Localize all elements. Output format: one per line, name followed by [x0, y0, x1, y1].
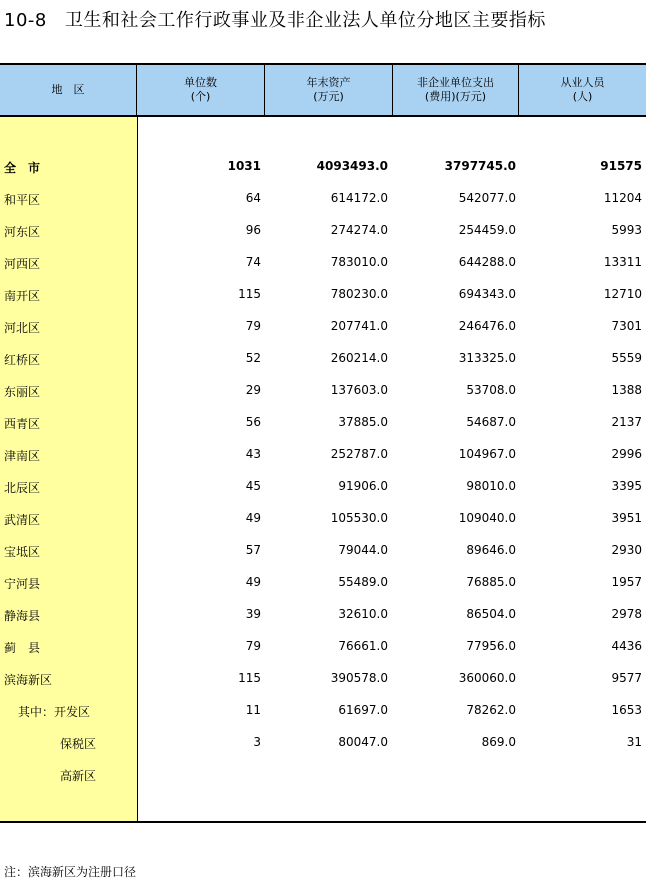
assets-cell: 61697.0	[338, 703, 388, 717]
table-header	[0, 63, 646, 117]
units-cell: 11	[245, 703, 261, 717]
header-units	[137, 65, 265, 115]
header-expense-label: 非企业单位支出	[417, 76, 494, 89]
staff-cell: 4436	[611, 639, 642, 653]
expense-cell: 78262.0	[466, 703, 516, 717]
region-cell: 武清区	[4, 513, 41, 527]
expense-cell: 76885.0	[466, 575, 516, 589]
table-row	[0, 182, 646, 214]
expense-cell: 254459.0	[458, 223, 516, 237]
expense-cell: 694343.0	[458, 287, 516, 301]
units-cell: 49	[245, 575, 261, 589]
staff-cell: 5993	[611, 223, 642, 237]
region-cell: 北辰区	[4, 481, 41, 495]
assets-cell: 105530.0	[330, 511, 388, 525]
staff-cell: 1653	[611, 703, 642, 717]
table-row	[0, 246, 646, 278]
staff-cell: 9577	[611, 671, 642, 685]
table-bottom-rule	[0, 821, 646, 823]
footnote: 注：滨海新区为注册口径	[4, 865, 137, 879]
staff-cell: 3395	[611, 479, 642, 493]
units-cell: 45	[245, 479, 261, 493]
table-row	[0, 310, 646, 342]
units-cell: 39	[245, 607, 261, 621]
assets-cell: 4093493.0	[316, 159, 388, 173]
staff-cell: 13311	[603, 255, 642, 269]
units-cell: 43	[245, 447, 261, 461]
units-cell: 3	[253, 735, 261, 749]
region-cell: 河西区	[4, 257, 41, 271]
assets-cell: 76661.0	[338, 639, 388, 653]
staff-cell: 12710	[603, 287, 642, 301]
region-cell: 津南区	[4, 449, 41, 463]
staff-cell: 1957	[611, 575, 642, 589]
staff-cell: 1388	[611, 383, 642, 397]
units-cell: 96	[245, 223, 261, 237]
units-cell: 79	[245, 319, 261, 333]
assets-cell: 55489.0	[338, 575, 388, 589]
header-expense	[393, 65, 519, 115]
region-cell: 南开区	[4, 289, 41, 303]
region-cell: 宁河县	[4, 577, 41, 591]
table-row	[0, 598, 646, 630]
table-row	[0, 758, 646, 790]
table-row	[0, 438, 646, 470]
expense-cell: 77956.0	[466, 639, 516, 653]
expense-cell: 360060.0	[458, 671, 516, 685]
staff-cell: 11204	[603, 191, 642, 205]
assets-cell: 91906.0	[338, 479, 388, 493]
units-cell: 29	[245, 383, 261, 397]
units-cell: 79	[245, 639, 261, 653]
units-cell: 74	[245, 255, 261, 269]
assets-cell: 260214.0	[330, 351, 388, 365]
expense-cell: 86504.0	[466, 607, 516, 621]
units-cell: 64	[245, 191, 261, 205]
header-staff-label: 从业人员	[560, 76, 605, 89]
region-cell: 静海县	[4, 609, 41, 623]
header-region-label: 地 区	[51, 83, 85, 96]
units-cell: 115	[238, 671, 261, 685]
expense-cell: 313325.0	[458, 351, 516, 365]
assets-cell: 780230.0	[330, 287, 388, 301]
assets-cell: 79044.0	[338, 543, 388, 557]
table-row	[0, 406, 646, 438]
expense-cell: 54687.0	[466, 415, 516, 429]
table-row	[0, 630, 646, 662]
staff-cell: 2978	[611, 607, 642, 621]
region-cell: 宝坻区	[4, 545, 41, 559]
header-units-unit: (个)	[190, 90, 211, 103]
region-cell: 其中：开发区	[18, 705, 91, 719]
table-row	[0, 694, 646, 726]
assets-cell: 37885.0	[338, 415, 388, 429]
expense-cell: 869.0	[481, 735, 516, 749]
expense-cell: 246476.0	[458, 319, 516, 333]
region-cell: 全 市	[4, 161, 41, 175]
table-row	[0, 342, 646, 374]
table-row	[0, 374, 646, 406]
table-row	[0, 214, 646, 246]
expense-cell: 644288.0	[458, 255, 516, 269]
expense-cell: 542077.0	[458, 191, 516, 205]
units-cell: 115	[238, 287, 261, 301]
expense-cell: 109040.0	[458, 511, 516, 525]
header-assets	[265, 65, 393, 115]
assets-cell: 252787.0	[330, 447, 388, 461]
assets-cell: 80047.0	[338, 735, 388, 749]
region-cell: 高新区	[60, 769, 97, 783]
expense-cell: 98010.0	[466, 479, 516, 493]
header-units-label: 单位数	[184, 76, 217, 89]
table-title-text: 卫生和社会工作行政事业及非企业法人单位分地区主要指标	[64, 10, 546, 31]
staff-cell: 2137	[611, 415, 642, 429]
header-staff-unit: (人)	[572, 90, 593, 103]
region-cell: 西青区	[4, 417, 41, 431]
units-cell: 49	[245, 511, 261, 525]
units-cell: 1031	[227, 159, 261, 173]
expense-cell: 3797745.0	[444, 159, 516, 173]
assets-cell: 390578.0	[330, 671, 388, 685]
header-staff	[519, 65, 646, 115]
staff-cell: 91575	[600, 159, 642, 173]
header-assets-unit: (万元)	[313, 90, 344, 103]
table-body	[0, 150, 646, 790]
expense-cell: 53708.0	[466, 383, 516, 397]
assets-cell: 783010.0	[330, 255, 388, 269]
table-number: 10-8	[4, 10, 47, 31]
assets-cell: 207741.0	[330, 319, 388, 333]
table-row	[0, 726, 646, 758]
region-cell: 和平区	[4, 193, 41, 207]
table-row	[0, 502, 646, 534]
staff-cell: 3951	[611, 511, 642, 525]
region-cell: 河东区	[4, 225, 41, 239]
staff-cell: 31	[626, 735, 642, 749]
table-row	[0, 534, 646, 566]
header-expense-unit: (费用)(万元)	[424, 90, 487, 103]
table-title	[4, 6, 546, 32]
staff-cell: 5559	[611, 351, 642, 365]
region-cell: 东丽区	[4, 385, 41, 399]
assets-cell: 32610.0	[338, 607, 388, 621]
table-row	[0, 278, 646, 310]
region-cell: 红桥区	[4, 353, 41, 367]
expense-cell: 104967.0	[458, 447, 516, 461]
table-row	[0, 150, 646, 182]
table-row	[0, 566, 646, 598]
header-region	[0, 65, 137, 115]
table-row	[0, 470, 646, 502]
table-row	[0, 662, 646, 694]
staff-cell: 7301	[611, 319, 642, 333]
assets-cell: 274274.0	[330, 223, 388, 237]
assets-cell: 137603.0	[330, 383, 388, 397]
staff-cell: 2996	[611, 447, 642, 461]
assets-cell: 614172.0	[330, 191, 388, 205]
region-cell: 保税区	[60, 737, 97, 751]
region-cell: 河北区	[4, 321, 41, 335]
expense-cell: 89646.0	[466, 543, 516, 557]
units-cell: 52	[245, 351, 261, 365]
header-assets-label: 年末资产	[306, 76, 351, 89]
region-cell: 蓟 县	[4, 641, 41, 655]
units-cell: 57	[245, 543, 261, 557]
region-cell: 滨海新区	[4, 673, 53, 687]
staff-cell: 2930	[611, 543, 642, 557]
units-cell: 56	[245, 415, 261, 429]
